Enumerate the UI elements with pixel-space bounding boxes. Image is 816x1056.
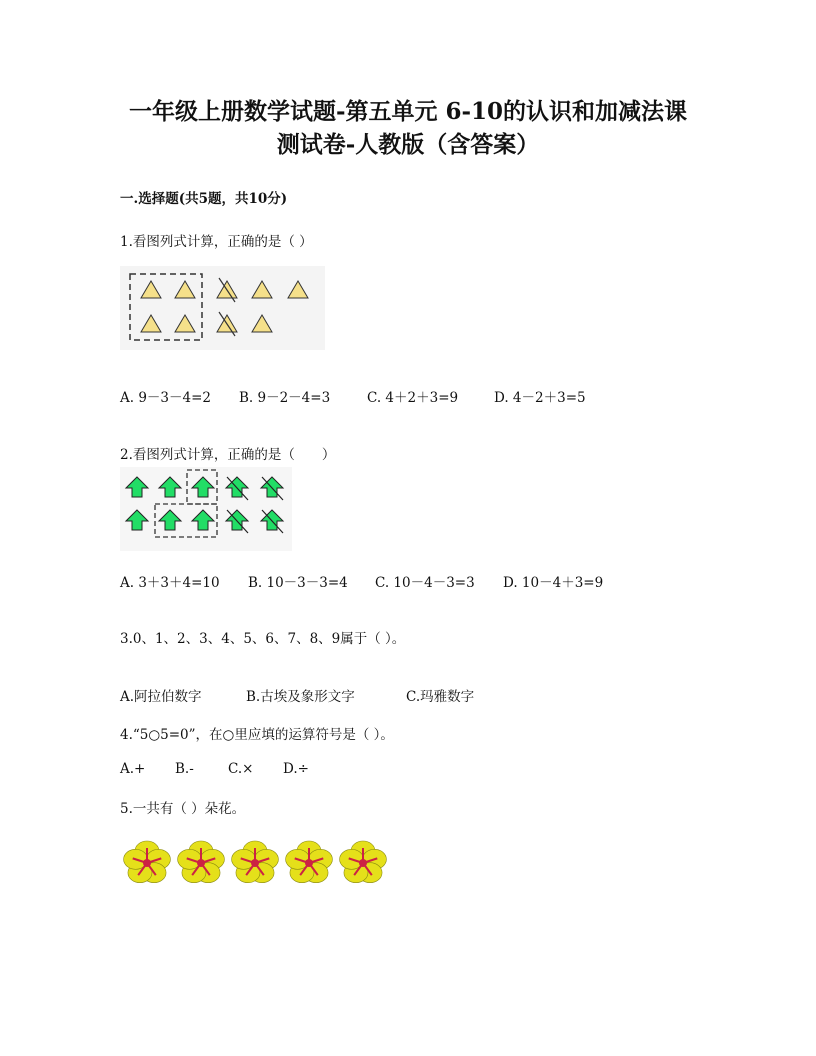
- option-c[interactable]: C.玛雅数字: [406, 689, 475, 705]
- option-c[interactable]: C. 10－4－3=3: [375, 575, 475, 591]
- question-4-options: [120, 761, 309, 777]
- option-a[interactable]: A. 9－3－4=2: [120, 390, 211, 406]
- option-c[interactable]: C.×: [228, 761, 254, 777]
- question-5-text: 5.一共有（ ）朵花。: [120, 801, 246, 817]
- question-2-options: [120, 571, 603, 591]
- flower-icon: [286, 841, 333, 883]
- option-d[interactable]: D.÷: [283, 761, 309, 777]
- option-b[interactable]: B.-: [175, 761, 194, 777]
- document-title-line1: 一年级上册数学试题-第五单元 6-10的认识和加减法课: [128, 98, 688, 125]
- option-a[interactable]: A. 3＋3＋4=10: [120, 575, 220, 591]
- document-title-line2: 测试卷-人教版（含答案）: [276, 131, 540, 158]
- question-1-figure: [120, 266, 325, 350]
- option-b[interactable]: B.古埃及象形文字: [246, 689, 355, 705]
- question-4-text: 4.“5○5=0”，在○里应填的运算符号是（ ）。: [120, 727, 394, 743]
- option-b[interactable]: B. 9－2－4=3: [239, 390, 331, 406]
- question-1-text: 1.看图列式计算，正确的是（ ）: [120, 234, 313, 250]
- question-3-text: 3.0、1、2、3、4、5、6、7、8、9属于（ ）。: [120, 631, 406, 647]
- option-d[interactable]: D. 4－2＋3=5: [494, 390, 586, 406]
- option-d[interactable]: D. 10－4＋3=9: [503, 575, 604, 591]
- option-b[interactable]: B. 10－3－3=4: [248, 575, 348, 591]
- flower-icon: [178, 841, 225, 883]
- flower-icon: [340, 841, 387, 883]
- option-c[interactable]: C. 4＋2＋3=9: [367, 390, 459, 406]
- question-2-text: 2.看图列式计算，正确的是（ ）: [120, 447, 336, 463]
- option-a[interactable]: A.+: [120, 761, 146, 777]
- option-a[interactable]: A.阿拉伯数字: [120, 689, 202, 705]
- question-3-options: [120, 685, 474, 705]
- flower-icon: [232, 841, 279, 883]
- question-5-figure: [120, 835, 390, 891]
- flower-icon: [124, 841, 171, 883]
- question-2-figure: [120, 467, 292, 551]
- section-heading: 一.选择题(共5题，共10分): [120, 191, 288, 207]
- question-1-options: [120, 386, 586, 406]
